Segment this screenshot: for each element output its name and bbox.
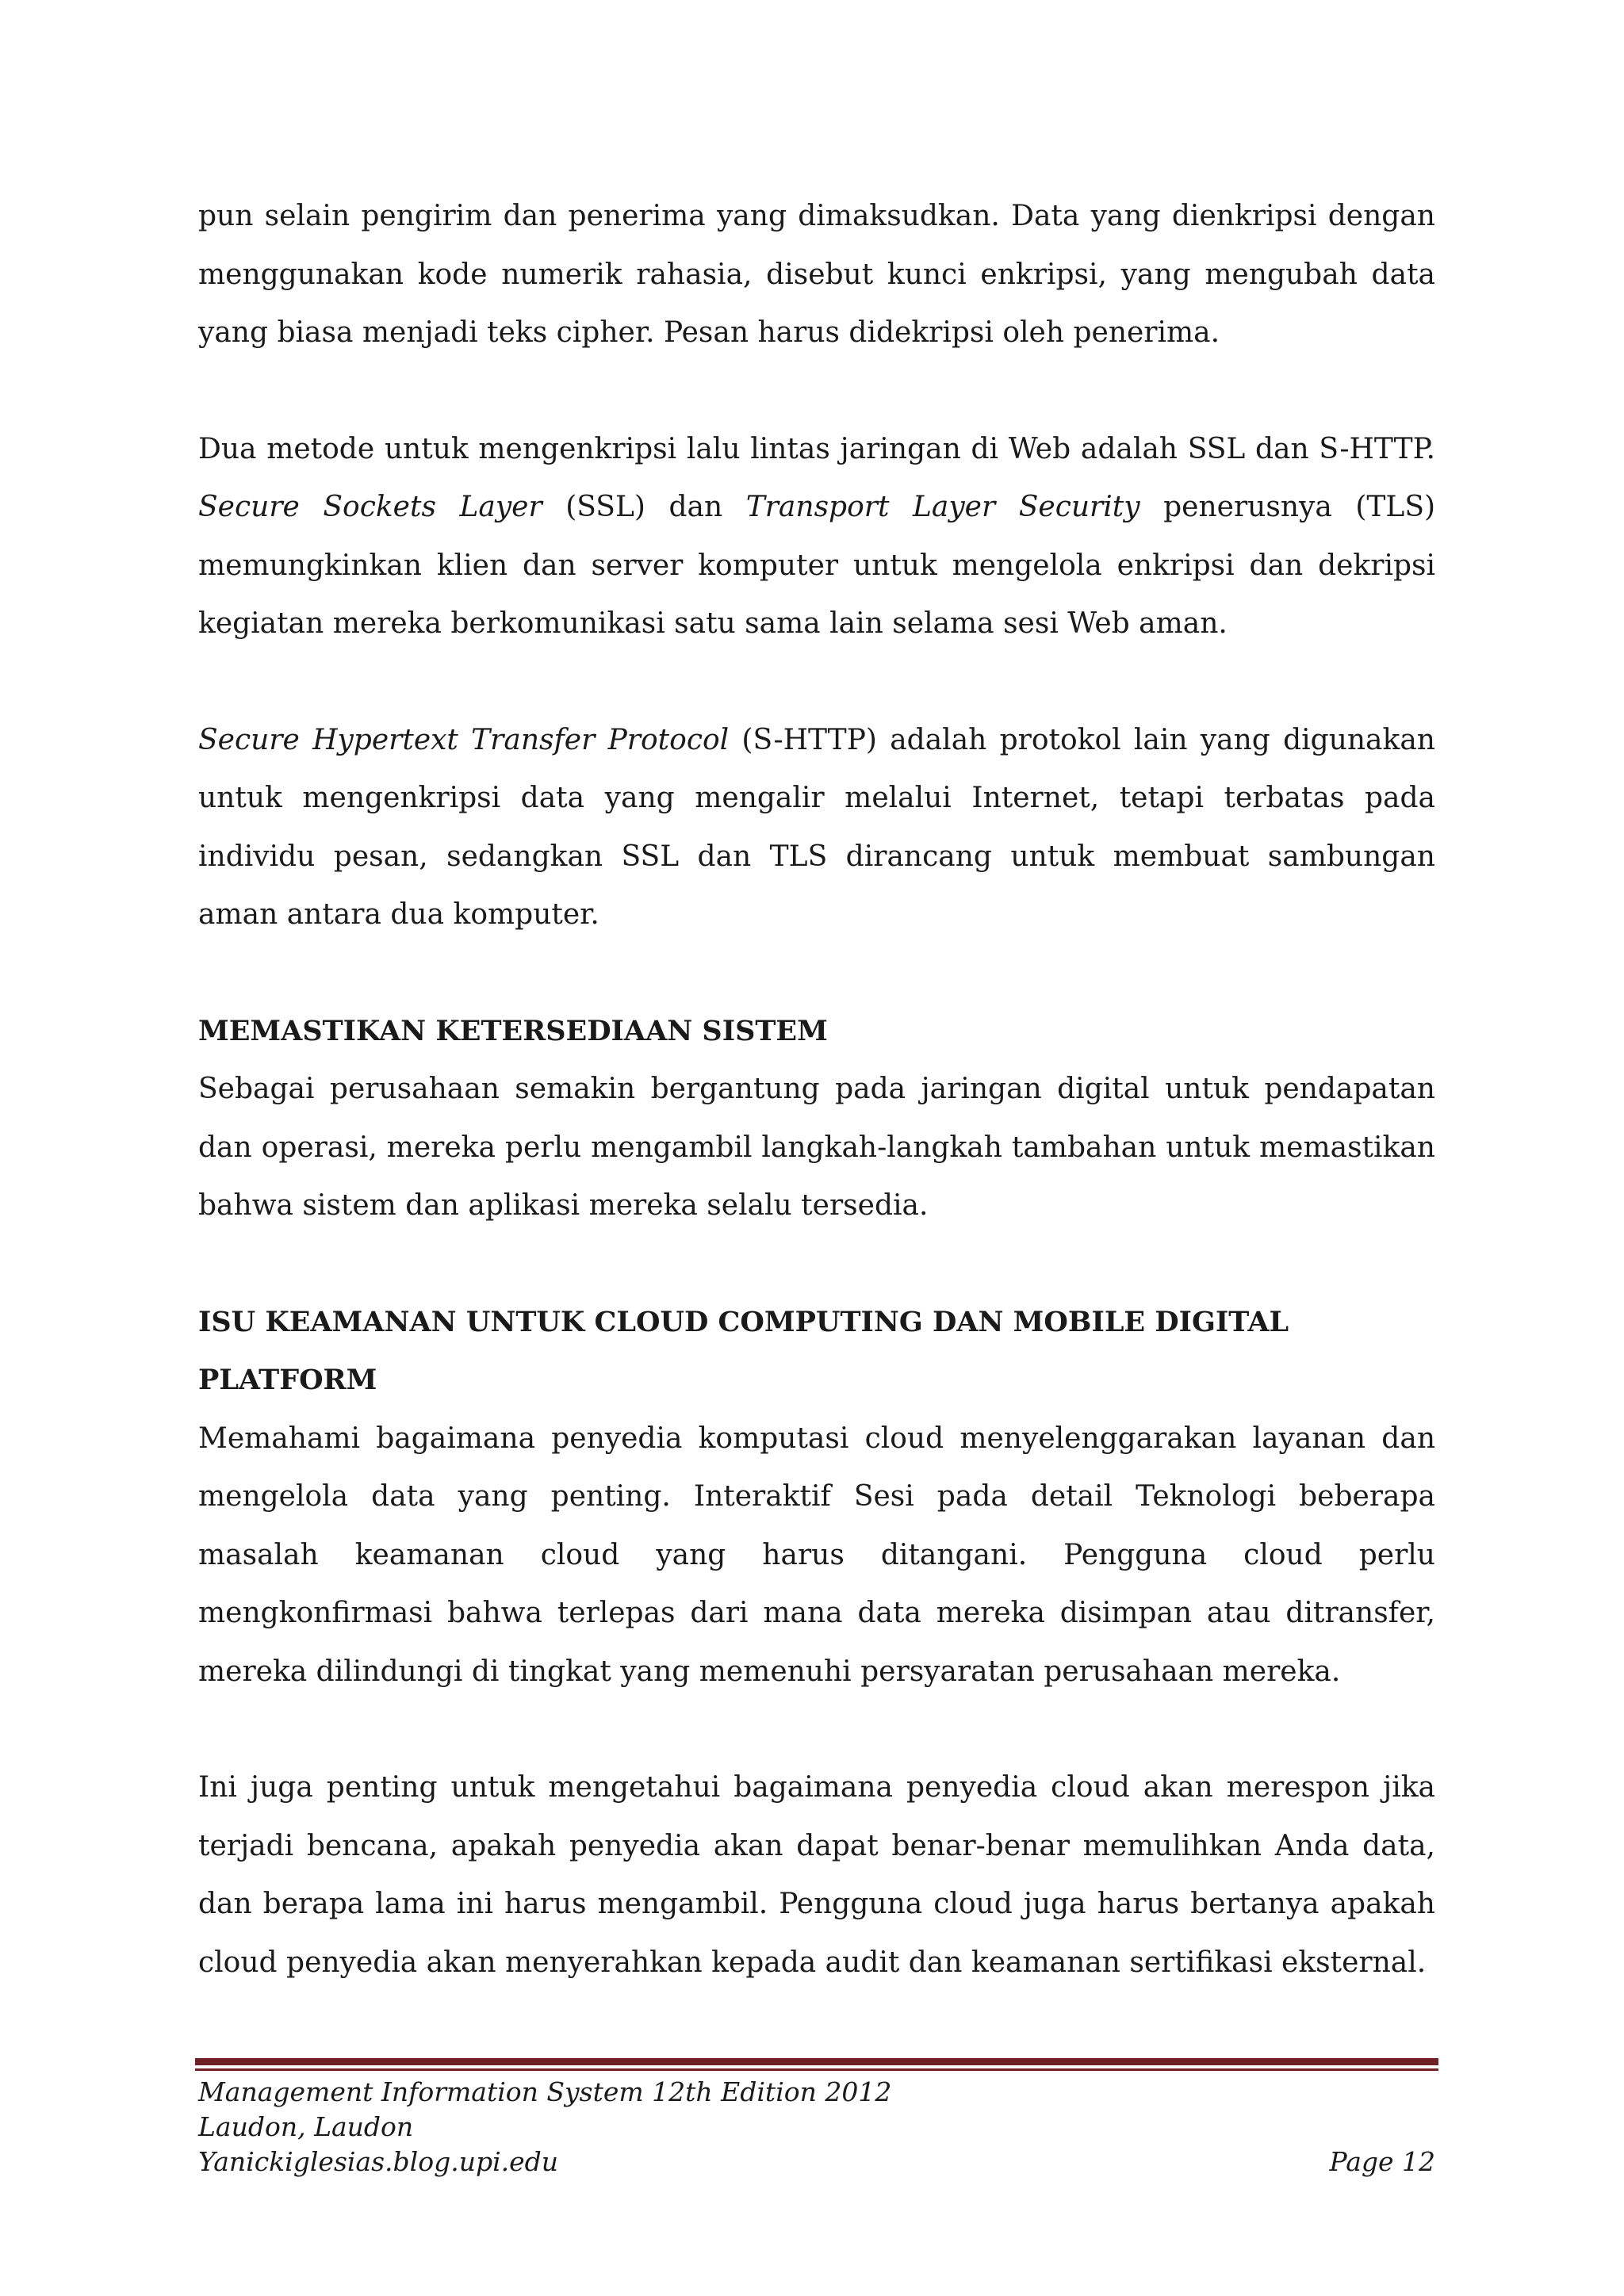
paragraph-ssl-intro: Dua metode untuk mengenkripsi lalu lintas jaringan di Web adalah SSL dan S-HTTP. [198,432,1435,465]
footer-rule-thick [195,2058,1438,2065]
footer-site: Yanickiglesias.blog.upi.edu [198,2146,559,2177]
paragraph-cloud-disaster: Ini juga penting untuk mengetahui bagaimana penyedia cloud akan merespon jika terjadi bencana, apakah penyedia akan dapat benar-benar memulihkan Anda data, dan berapa lama ini harus mengambil. Pengguna cloud juga harus bertanya apakah cloud penyedia akan menyerahkan kepada audit dan keamanan sertifikasi eksternal. [198,1771,1435,1979]
footer-authors: Laudon, Laudon [198,2111,414,2142]
paragraph-ssl-shttp [198,420,1435,653]
footer-line-site [198,2145,1435,2179]
paragraph-shttp [198,711,1435,944]
paragraph-gap [198,653,1435,711]
paragraph-cloud-providers: Memahami bagaimana penyedia komputasi cloud menyelenggarakan layanan dan mengelola data yang penting. Interaktif Sesi pada detail Teknologi beberapa masalah keamanan cloud yang harus ditangani. Pengguna cloud perlu mengkonfirmasi bahwa terlepas dari mana data mereka disimpan atau ditransfer, mereka dilindungi di tingkat yang memenuhi persyaratan perusahaan mereka. [198,1422,1435,1688]
footer-rule-thin [195,2068,1438,2071]
term-transport-layer-security: Transport Layer Security [745,491,1140,523]
section-heading-cloud-security: ISU KEAMANAN UNTUK CLOUD COMPUTING DAN MOBILE DIGITAL PLATFORM [198,1305,1289,1396]
page-footer [198,2075,1435,2179]
footer-page-number: Page 12 [1329,2146,1435,2177]
page-body [198,187,1435,1992]
paragraph-gap [198,362,1435,420]
footer-book-title: Management Information System 12th Edition 2012 [198,2076,892,2107]
paragraph-gap [198,1235,1435,1293]
paragraph-ssl-rest: penerusnya (TLS) memungkinkan klien dan server komputer untuk mengelola enkripsi dan dekripsi kegiatan mereka berkomunikasi satu sama lain selama sesi Web aman. [198,491,1436,640]
term-secure-hypertext-transfer-protocol: Secure Hypertext Transfer Protocol [198,723,730,756]
footer-line-authors [198,2110,1435,2145]
paragraph-ssl-mid: (SSL) dan [565,491,723,523]
paragraph-availability: Sebagai perusahaan semakin bergantung pada jaringan digital untuk pendapatan dan operasi, mereka perlu mengambil langkah-langkah tambahan untuk memastikan bahwa sistem dan aplikasi mereka selalu tersedia. [198,1073,1435,1222]
paragraph-gap [198,944,1435,1002]
term-secure-sockets-layer: Secure Sockets Layer [198,491,542,523]
footer-line-book [198,2075,1435,2110]
paragraph-shttp-rest: (S-HTTP) adalah protokol lain yang digunakan untuk mengenkripsi data yang mengalir melalui Internet, tetapi terbatas pada individu pesan, sedangkan SSL dan TLS dirancang untuk membuat sambungan aman antara dua komputer. [198,723,1435,931]
section-heading-availability: MEMASTIKAN KETERSEDIAAN SISTEM [198,1014,828,1047]
paragraph-encryption: pun selain pengirim dan penerima yang dimaksudkan. Data yang dienkripsi dengan menggunakan kode numerik rahasia, disebut kunci enkripsi, yang mengubah data yang biasa menjadi teks cipher. Pesan harus didekripsi oleh penerima. [198,200,1435,349]
paragraph-gap [198,1701,1435,1758]
